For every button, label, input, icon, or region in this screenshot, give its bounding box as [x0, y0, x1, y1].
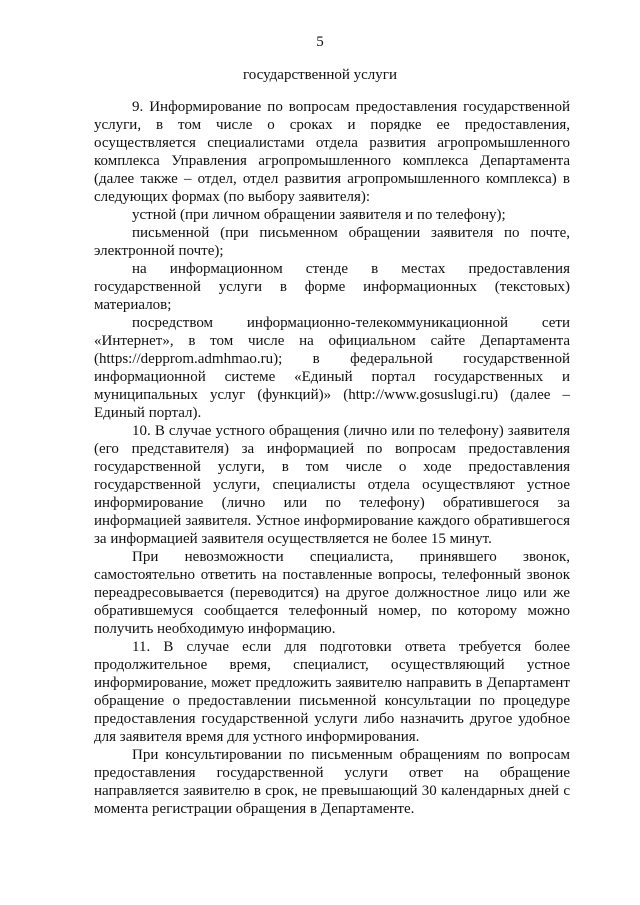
- paragraph-written-consultation: При консультировании по письменным обращениям по вопросам предоставления государственной услуги ответ на обращение направляется заявителю в срок, не превышающий 30 календарных дней с момента регистрации обращения в Департаменте.: [94, 747, 570, 817]
- paragraph-9: 9. Информирование по вопросам предоставления государственной услуги, в том числе о сроках и порядке ее предоставления, осуществляется специалистами отдела развития агропромышленного комплекса Управления агропромышленного комплекса Департамента (далее также – отдел, отдел развития агропромышленного комплекса) в следующих формах (по выбору заявителя):: [94, 99, 570, 205]
- body-text: [94, 98, 570, 818]
- paragraph-11: 11. В случае если для подготовки ответа требуется более продолжительное время, специалист, осуществляющий устное информирование, может предложить заявителю направить в Департамент обращение о предоставлении письменной консультации по процедуре предоставления государственной услуги либо назначить другое удобное для заявителя время для устного информирования.: [94, 639, 570, 745]
- paragraph-internet: посредством информационно-телекоммуникационной сети «Интернет», в том числе на официальном сайте Департамента (https://depprom.admhmao.ru); в федеральной государственной информационной системе «Единый портал государственных и муниципальных услуг (функций)» (http://www.gosuslugi.ru) (далее – Единый портал).: [94, 315, 570, 421]
- paragraph-call-redirect: При невозможности специалиста, принявшего звонок, самостоятельно ответить на поставленные вопросы, телефонный звонок переадресовывается (переводится) на другое должностное лицо или же обратившемуся сообщается телефонный номер, по которому можно получить необходимую информацию.: [94, 549, 570, 637]
- paragraph-written-form: письменной (при письменном обращении заявителя по почте, электронной почте);: [94, 225, 570, 259]
- section-heading-continuation: государственной услуги: [243, 67, 397, 83]
- paragraph-oral-form: устной (при личном обращении заявителя и по телефону);: [132, 207, 506, 223]
- paragraph-info-stand: на информационном стенде в местах предоставления государственной услуги в форме информационных (текстовых) материалов;: [94, 261, 570, 313]
- page-number: 5: [316, 34, 324, 50]
- paragraph-10: 10. В случае устного обращения (лично или по телефону) заявителя (его представителя) за информацией по вопросам предоставления государственной услуги, в том числе о ходе предоставления государственной услуги, специалисты отдела осуществляют устное информирование (лично или по телефону) обратившегося за информацией заявителя. Устное информирование каждого обратившегося за информацией заявителя осуществляется не более 15 минут.: [94, 423, 570, 547]
